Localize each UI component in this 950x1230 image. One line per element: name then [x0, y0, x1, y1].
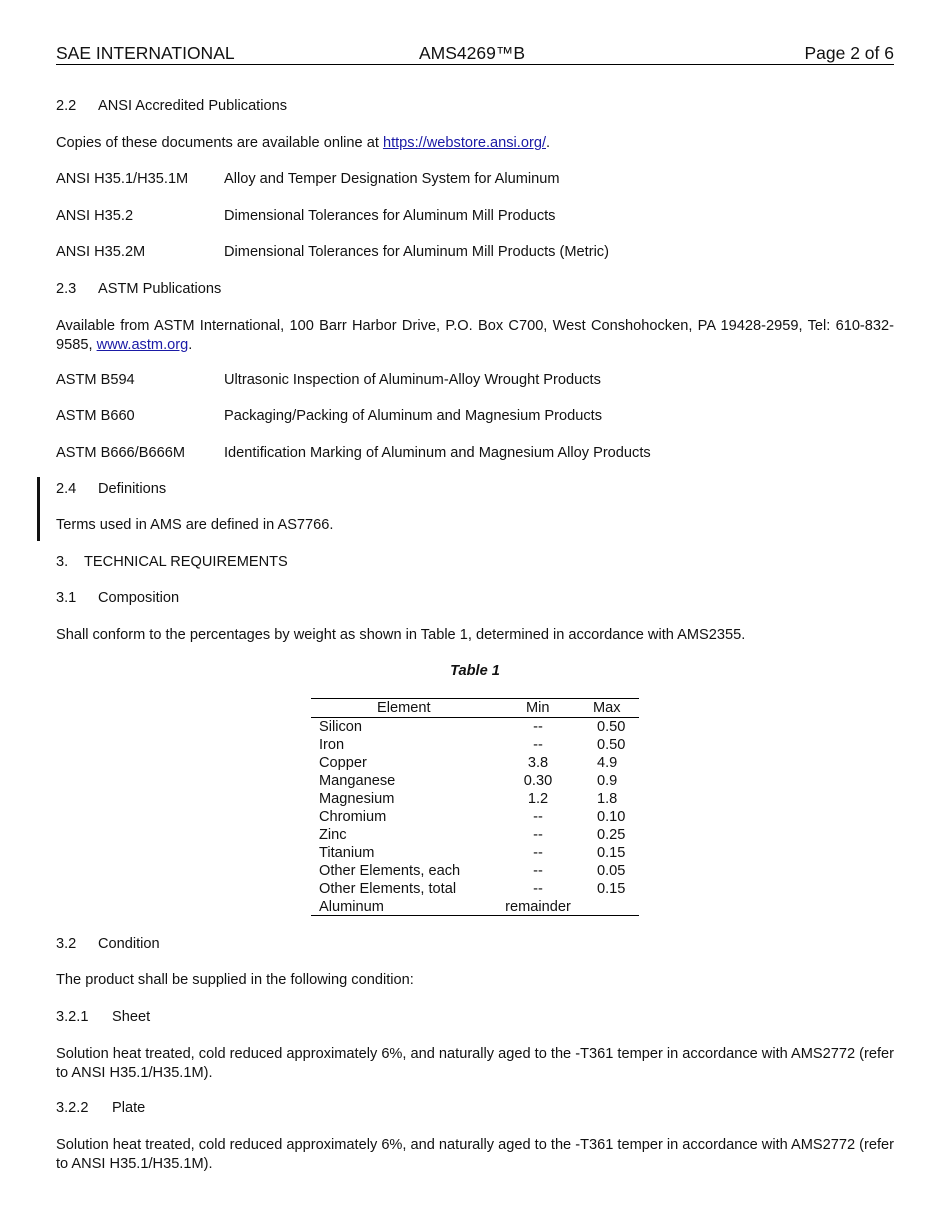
section-heading-3-2-1 — [56, 1009, 150, 1025]
table-row — [311, 845, 639, 863]
cell-max: 0.15 — [597, 881, 626, 897]
col-header-max: Max — [593, 700, 621, 716]
section-number: 3. — [56, 554, 69, 570]
header-page-number: Page 2 of 6 — [804, 43, 894, 63]
astm-intro — [56, 317, 894, 355]
section-heading-2-3 — [56, 281, 221, 297]
cell-max: 0.15 — [597, 845, 626, 861]
cell-max: 0.50 — [597, 719, 626, 735]
cell-element: Magnesium — [319, 791, 395, 807]
section-title: ANSI Accredited Publications — [98, 98, 288, 114]
cell-element: Aluminum — [319, 899, 384, 915]
astm-intro-text: Available from ASTM International, 100 Barr Harbor Drive, P.O. Box C700, West Conshohocken, PA 19428-2959, Tel: 610-832-9585, — [56, 318, 894, 353]
cell-element: Other Elements, each — [319, 863, 461, 879]
section-heading-3-2-2 — [56, 1100, 145, 1116]
section-number: 3.2.2 — [56, 1100, 89, 1116]
cell-min: -- — [533, 809, 543, 825]
section-title: Definitions — [98, 481, 167, 497]
section-number: 3.2.1 — [56, 1009, 89, 1025]
cell-max: 0.25 — [597, 827, 626, 843]
astm-intro-period: . — [188, 337, 193, 353]
section-heading-3-2 — [56, 936, 160, 952]
cell-element: Silicon — [319, 719, 362, 735]
cell-max: 4.9 — [597, 755, 618, 771]
table-row — [311, 809, 639, 827]
cell-min: remainder — [505, 899, 571, 915]
section-number: 3.1 — [56, 590, 77, 606]
plate-condition-text: Solution heat treated, cold reduced approximately 6%, and naturally aged to the -T361 temper in accordance with AMS2772 (refer to ANSI H35.1/H35.1M). — [56, 1137, 895, 1172]
section-heading-3 — [56, 554, 288, 570]
col-header-min: Min — [526, 700, 550, 716]
cell-element: Titanium — [319, 845, 375, 861]
cell-min: -- — [533, 863, 543, 879]
cell-min: -- — [533, 719, 543, 735]
section-title: Plate — [112, 1100, 146, 1116]
cell-min: -- — [533, 827, 543, 843]
revision-change-bar — [37, 477, 40, 541]
cell-element: Copper — [319, 755, 367, 771]
cell-min: -- — [533, 845, 543, 861]
section-title: Sheet — [112, 1009, 151, 1025]
header-doc-id: AMS4269™B — [419, 43, 526, 63]
ref-title: Identification Marking of Aluminum and Magnesium Alloy Products — [224, 445, 651, 461]
cell-max: 0.10 — [597, 809, 626, 825]
cell-min: -- — [533, 881, 543, 897]
astm-website-link[interactable]: www.astm.org — [96, 337, 189, 353]
section-number: 2.2 — [56, 98, 77, 114]
ref-code: ASTM B660 — [56, 408, 135, 424]
section-heading-2-4 — [56, 481, 166, 497]
cell-element: Other Elements, total — [319, 881, 457, 897]
table-top-rule — [311, 698, 639, 699]
ansi-webstore-link[interactable]: https://webstore.ansi.org/ — [382, 135, 546, 151]
ref-code: ANSI H35.2 — [56, 208, 134, 224]
table-header-rule — [311, 717, 639, 718]
section-title: ASTM Publications — [98, 281, 222, 297]
table-caption: Table 1 — [450, 663, 500, 679]
section-title: Composition — [98, 590, 180, 606]
cell-element: Manganese — [319, 773, 396, 789]
cell-max: 1.8 — [597, 791, 618, 807]
section-number: 2.4 — [56, 481, 77, 497]
ref-title: Ultrasonic Inspection of Aluminum-Alloy Wrought Products — [224, 372, 601, 388]
table-row — [311, 881, 639, 899]
table-row — [311, 827, 639, 845]
cell-element: Zinc — [319, 827, 347, 843]
section-title: TECHNICAL REQUIREMENTS — [84, 554, 288, 570]
cell-min: 3.8 — [527, 755, 549, 771]
ref-code: ASTM B666/B666M — [56, 445, 185, 461]
ref-code: ANSI H35.1/H35.1M — [56, 171, 189, 187]
table-row — [311, 773, 639, 791]
ref-code: ANSI H35.2M — [56, 244, 146, 260]
cell-min: 0.30 — [523, 773, 553, 789]
table-bottom-rule — [311, 915, 639, 916]
cell-min: 1.2 — [527, 791, 549, 807]
section-heading-2-2 — [56, 98, 287, 114]
table-row — [311, 863, 639, 881]
table-row — [311, 755, 639, 773]
cell-element: Chromium — [319, 809, 387, 825]
section-number: 3.2 — [56, 936, 77, 952]
ref-title: Dimensional Tolerances for Aluminum Mill Products (Metric) — [224, 244, 609, 260]
section-title: Condition — [98, 936, 160, 952]
cell-min: -- — [533, 737, 543, 753]
definitions-text: Terms used in AMS are defined in AS7766. — [56, 517, 334, 533]
ansi-intro-text: Copies of these documents are available online at — [56, 135, 383, 151]
cell-element: Iron — [319, 737, 345, 753]
sheet-condition-text: Solution heat treated, cold reduced approximately 6%, and naturally aged to the -T361 temper in accordance with AMS2772 (refer to ANSI H35.1/H35.1M). — [56, 1046, 895, 1081]
col-header-element: Element — [377, 700, 431, 716]
composition-text: Shall conform to the percentages by weight as shown in Table 1, determined in accordance with AMS2355. — [56, 627, 746, 643]
condition-text: The product shall be supplied in the following condition: — [56, 972, 414, 988]
header-org: SAE INTERNATIONAL — [56, 43, 235, 63]
page-header — [56, 43, 894, 65]
cell-max: 0.50 — [597, 737, 626, 753]
table-row — [311, 719, 639, 737]
section-heading-3-1 — [56, 590, 179, 606]
cell-max: 0.05 — [597, 863, 626, 879]
ref-title: Dimensional Tolerances for Aluminum Mill Products — [224, 208, 556, 224]
section-number: 2.3 — [56, 281, 77, 297]
ref-code: ASTM B594 — [56, 372, 135, 388]
ansi-intro-period: . — [546, 135, 551, 151]
ref-title: Packaging/Packing of Aluminum and Magnesium Products — [224, 408, 603, 424]
table-row — [311, 737, 639, 755]
ansi-intro — [56, 135, 550, 151]
ref-title: Alloy and Temper Designation System for Aluminum — [224, 171, 560, 187]
cell-max: 0.9 — [597, 773, 618, 789]
table-row — [311, 791, 639, 809]
